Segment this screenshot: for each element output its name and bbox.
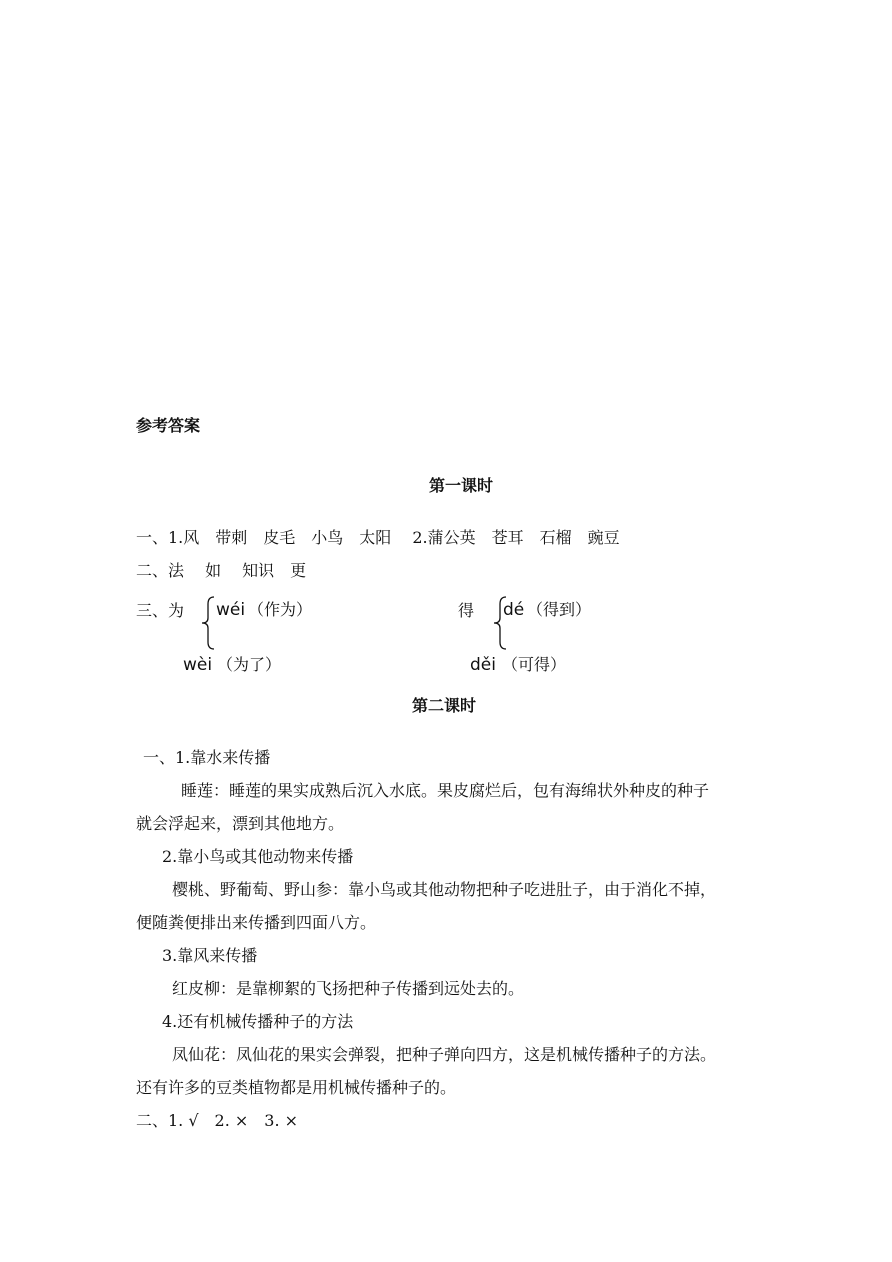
lesson2-item4-title: 4.还有机械传播种子的方法 xyxy=(162,1012,354,1031)
lesson2-item1-line2: 就会浮起来，漂到其他地方。 xyxy=(136,814,345,833)
de-char: 得 xyxy=(458,601,475,620)
wei-bottom-pinyin: wèi xyxy=(183,655,213,675)
de-top-pinyin: dé xyxy=(503,600,525,620)
wei-bottom-word: （为了） xyxy=(217,655,282,674)
de-top-word: （得到） xyxy=(527,600,592,619)
lesson2-item4-line2: 还有许多的豆类植物都是用机械传播种子的。 xyxy=(136,1078,457,1097)
de-bottom-word: （可得） xyxy=(502,655,567,674)
lesson2-item3-line1: 红皮柳：是靠柳絮的飞扬把种子传播到远处去的。 xyxy=(172,979,525,998)
lesson1-question-1: 一、1.风 带刺 皮毛 小鸟 太阳 2.蒲公英 苍耳 石榴 豌豆 xyxy=(136,528,620,547)
brace-wei xyxy=(200,596,216,650)
lesson2-item2-title: 2.靠小鸟或其他动物来传播 xyxy=(162,847,354,866)
lesson2-item1-title: 一、1.靠水来传播 xyxy=(143,748,271,767)
lesson2-heading: 第二课时 xyxy=(412,696,477,715)
lesson1-question-3-prefix: 三、为 xyxy=(136,601,185,620)
wei-top-pinyin: wéi xyxy=(216,600,246,620)
lesson2-item3-title: 3.靠风来传播 xyxy=(162,946,258,965)
lesson2-item2-line2: 便随粪便排出来传播到四面八方。 xyxy=(136,913,377,932)
wei-top-word: （作为） xyxy=(248,600,313,619)
lesson1-question-2: 二、法 如 知识 更 xyxy=(136,561,307,580)
lesson2-item2-line1: 樱桃、野葡萄、野山参：靠小鸟或其他动物把种子吃进肚子，由于消化不掉， xyxy=(172,880,717,899)
answer-key-title: 参考答案 xyxy=(136,416,201,435)
lesson2-item1-line1: 睡莲：睡莲的果实成熟后沉入水底。果皮腐烂后，包有海绵状外种皮的种子 xyxy=(181,781,710,800)
de-bottom-pinyin: děi xyxy=(470,655,496,675)
lesson1-heading: 第一课时 xyxy=(429,476,494,495)
lesson2-question-2: 二、1. √ 2. × 3. × xyxy=(136,1111,299,1130)
lesson2-item4-line1: 凤仙花：凤仙花的果实会弹裂，把种子弹向四方，这是机械传播种子的方法。 xyxy=(172,1045,717,1064)
